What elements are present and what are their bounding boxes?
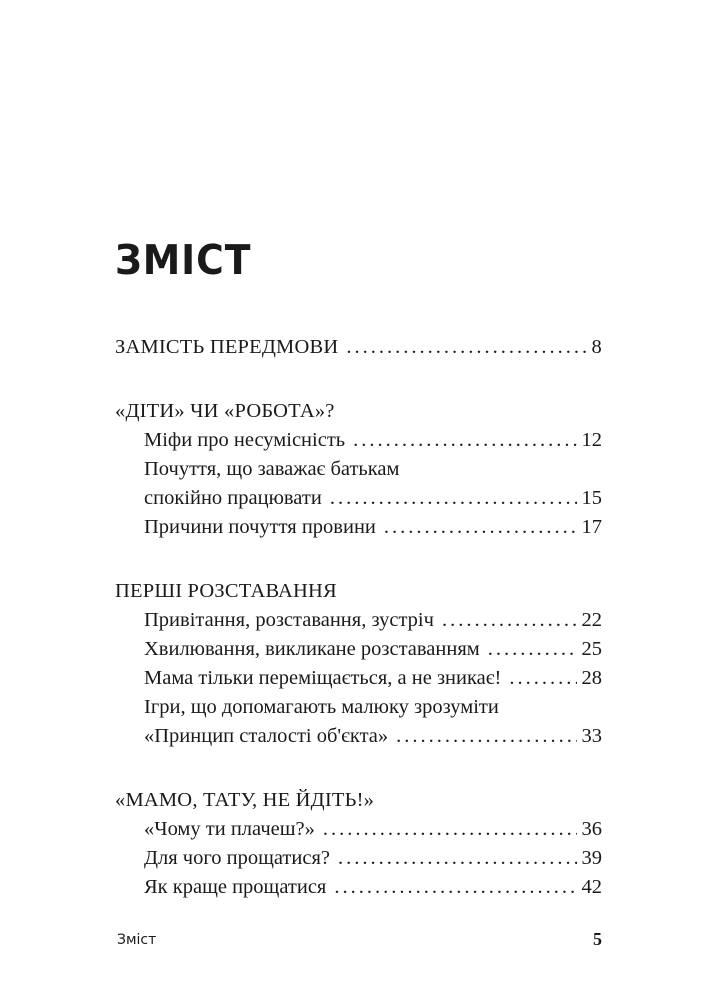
dot-leader: [442, 606, 577, 635]
entry-label: Хвилювання, викликане розставанням: [144, 638, 480, 660]
page-number: 42: [581, 876, 602, 898]
entry-label: «Принцип сталості об'єкта»: [144, 725, 389, 747]
entry-label: Причини почуття провини: [144, 516, 376, 538]
entry-label: Як краще прощатися: [144, 876, 327, 898]
page-number: 25: [581, 638, 602, 660]
page-number: 17: [581, 516, 602, 538]
entry-label-first-line[interactable]: Почуття, що заважає батькам: [144, 458, 400, 480]
entry-label: «Чому ти плачеш?»: [144, 818, 315, 840]
page-number: 12: [581, 429, 602, 451]
dot-leader: [330, 484, 577, 513]
section-heading: «ДІТИ» ЧИ «РОБОТА»?: [115, 400, 335, 422]
toc-entry[interactable]: [115, 635, 602, 664]
toc-entry[interactable]: [115, 815, 602, 844]
toc-section-foreword: [115, 333, 602, 362]
section-heading-row: [115, 397, 602, 426]
dot-leader: [338, 844, 577, 873]
page-number: 36: [581, 818, 602, 840]
running-footer-section: Зміст: [117, 932, 157, 948]
dot-leader: [323, 815, 577, 844]
section-heading-row: [115, 786, 602, 815]
dot-leader: [396, 722, 576, 751]
entry-label: Привітання, розставання, зустріч: [144, 609, 434, 631]
toc-entry[interactable]: [115, 484, 602, 513]
dot-leader: [384, 513, 577, 542]
entry-label: спокійно працювати: [144, 487, 322, 509]
dot-leader: [488, 635, 577, 664]
toc-entry[interactable]: [115, 722, 602, 751]
toc-entry[interactable]: [115, 664, 602, 693]
page-number: 15: [581, 487, 602, 509]
toc-section-first-partings: [115, 577, 602, 751]
toc-entry[interactable]: [115, 426, 602, 455]
toc-entry[interactable]: [115, 873, 602, 902]
dot-leader: [509, 664, 576, 693]
page-title: ЗМІСТ: [115, 236, 252, 284]
toc-section-dont-leave: [115, 786, 602, 902]
page-number: 33: [581, 725, 602, 747]
section-heading: «МАМО, ТАТУ, НЕ ЙДІТЬ!»: [115, 789, 375, 811]
dot-leader: [353, 426, 576, 455]
page-number: 39: [581, 847, 602, 869]
toc-section-children-or-work: [115, 397, 602, 542]
section-heading: ПЕРШІ РОЗСТАВАННЯ: [115, 580, 337, 602]
toc-entry[interactable]: [115, 333, 602, 362]
entry-label: Мама тільки переміщається, а не зникає!: [144, 667, 502, 689]
page-number: 8: [591, 336, 602, 358]
page-number: 28: [581, 667, 602, 689]
section-heading-row: [115, 577, 602, 606]
toc-entry[interactable]: [115, 844, 602, 873]
entry-label: Міфи про несумісність: [144, 429, 346, 451]
entry-label: Для чого прощатися?: [144, 847, 330, 869]
toc-entry[interactable]: [115, 606, 602, 635]
table-of-contents: [115, 333, 602, 937]
dot-leader: [346, 333, 586, 362]
footer-page-number: 5: [593, 929, 602, 949]
section-heading: ЗАМІСТЬ ПЕРЕДМОВИ: [115, 336, 339, 358]
page-number: 22: [581, 609, 602, 631]
dot-leader: [334, 873, 576, 902]
entry-label-first-line[interactable]: Ігри, що допомагають малюку зрозуміти: [144, 696, 499, 718]
toc-entry[interactable]: [115, 513, 602, 542]
